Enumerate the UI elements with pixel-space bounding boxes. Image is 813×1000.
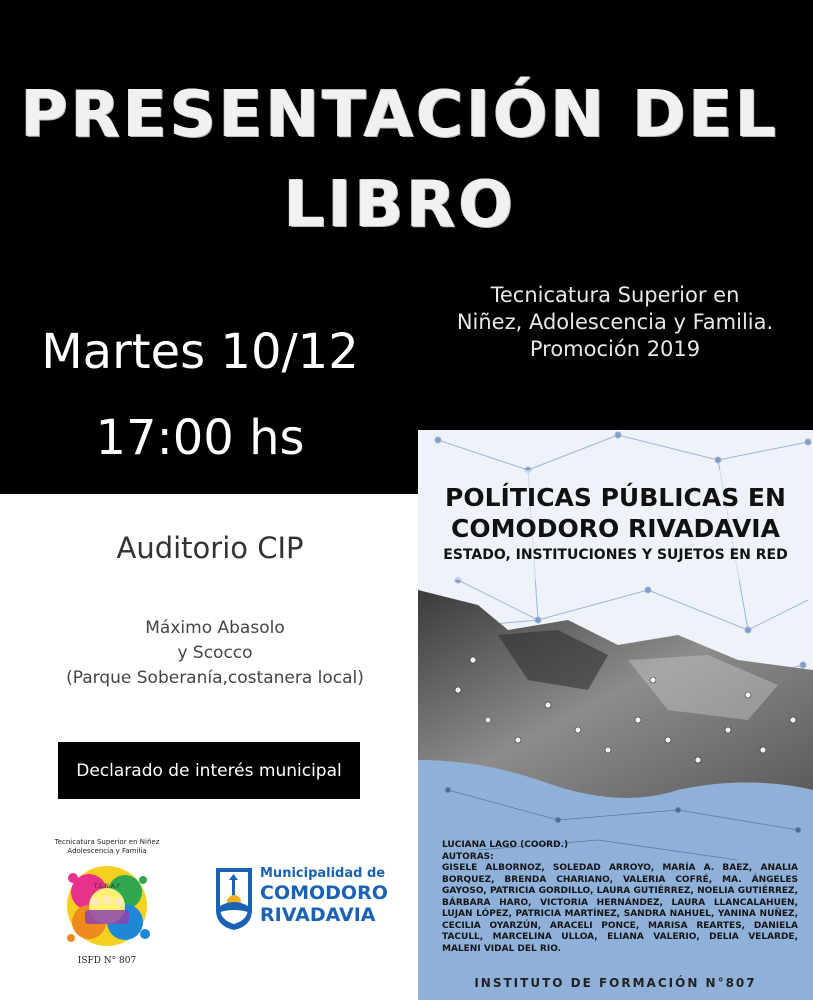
svg-text:T.S.N.A.F: T.S.N.A.F [93,883,121,890]
career-line-1: Tecnicatura Superior en [490,283,740,307]
event-time: 17:00 hs [95,410,305,466]
muni-line-1: Municipalidad de [260,866,386,881]
address-line-1: Máximo Abasolo [145,618,285,638]
event-venue: Auditorio CIP [116,531,304,565]
career-line-3: Promoción 2019 [529,337,701,361]
address-line-3: (Parque Soberanía,costanera local) [66,668,364,688]
book-cover [418,430,813,1000]
book-institute: INSTITUTO DE FORMACIÓN N°807 [474,976,757,990]
address-line-2: y Scocco [177,643,253,663]
muni-line-2: COMODORO [260,882,388,904]
colorful-splash-icon [59,858,155,954]
poster-title: PRESENTACIÓN DEL LIBRO [20,78,780,242]
tecnicatura-logo [42,838,172,978]
career-line-2: Niñez, Adolescencia y Familia. [456,310,774,334]
declared-interest-badge [58,742,360,799]
book-title [428,482,803,544]
municipalidad-logo [212,862,412,942]
tec-isfd: ISFD N° 807 [77,956,137,966]
event-address [20,616,410,691]
book-title-line-2: COMODORO RIVADAVIA [451,514,780,543]
book-authors-list: GISELE ALBORNOZ, SOLEDAD ARROYO, MARÍA A. BAEZ, ANALIA BORQUEZ, BRENDA CHARIANO, VALERIA COFRÉ, MA. ÁNGELES GAYOSO, PATRICIA GORDILLO, LAURA GUTIÉRREZ, NOELIA GUTIÉRREZ, BÁRBARA HARO, VICTORIA HERNÁNDEZ, LAURA LLANCALAHUEN, LUJAN LÓPEZ, PATRICIA MARTÍNEZ, SANDRA NAHUEL, YANINA NUÑEZ, CECILIA OYARZÚN, ARACELI PONCE, MARISA REARTES, DANIELA TACULL, MARCELINA ULLOA, ELIANA VALERIO, DELIA VELARDE, MALENI VIDAL DEL RIO. [442,863,798,954]
event-date: Martes 10/12 [41,324,359,380]
municipal-shield-icon [212,862,256,932]
declared-interest-text: Declarado de interés municipal [76,760,342,781]
muni-line-3: RIVADAVIA [260,904,376,926]
book-subtitle: ESTADO, INSTITUCIONES Y SUJETOS EN RED [443,547,788,563]
book-authors [442,840,798,955]
book-coordinator: LUCIANA LAGO (COORD.) [442,840,569,850]
tec-caption-1: Tecnicatura Superior en Niñez [54,838,160,846]
municipalidad-name [260,866,420,926]
book-authors-label: AUTORAS: [442,851,494,862]
tec-caption-2: Adolescencia y Familia [67,847,147,855]
book-title-line-1: POLÍTICAS PÚBLICAS EN [445,483,786,512]
career-text [430,282,800,363]
